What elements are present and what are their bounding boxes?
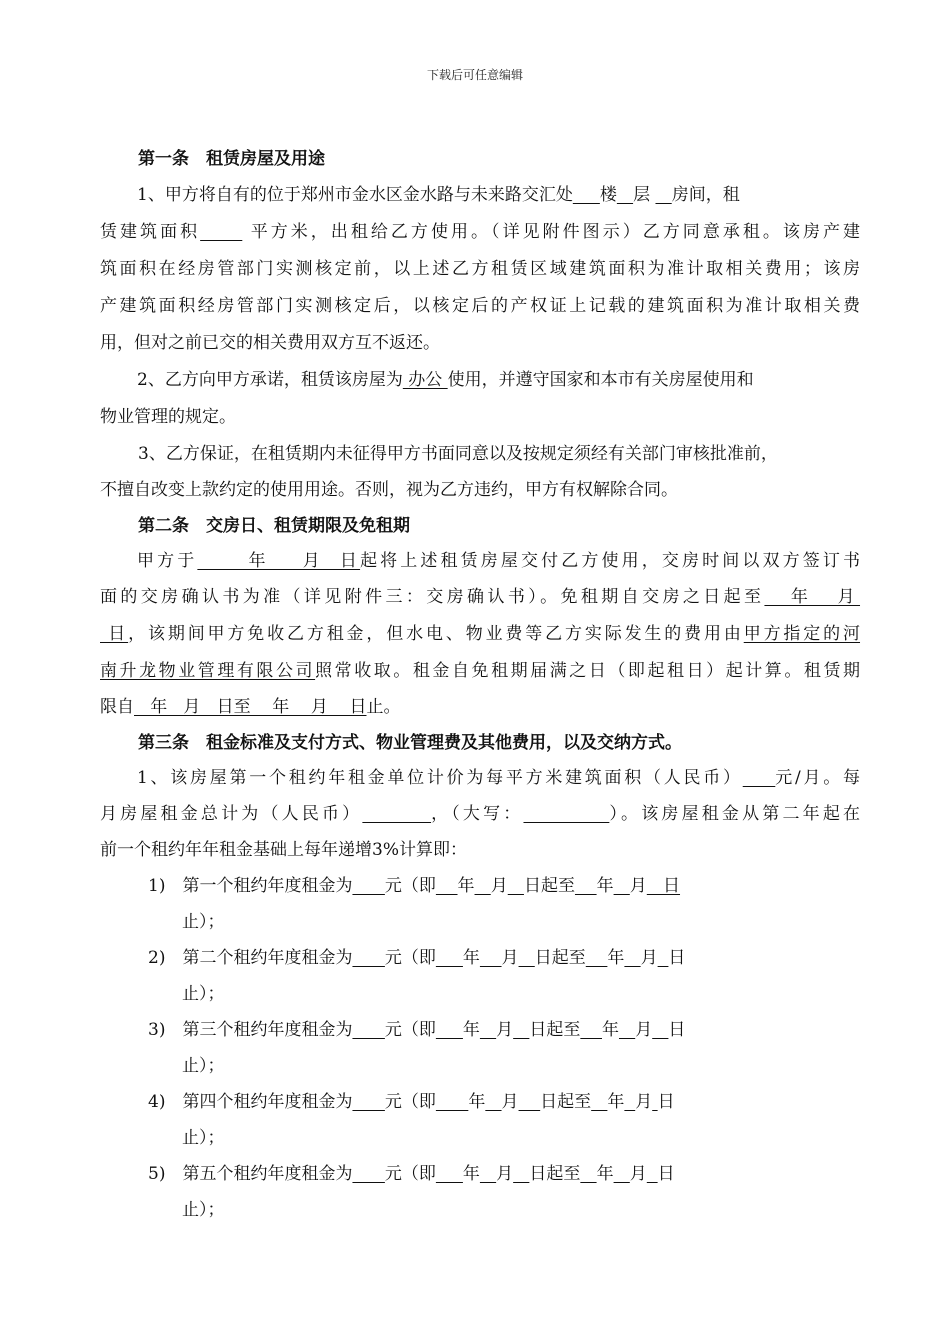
- fill-blank: [614, 1164, 630, 1184]
- text-segment: 止）；: [182, 984, 225, 1004]
- text-segment: 使用，并遵守国家和本市有关房屋使用和: [447, 370, 754, 390]
- text-segment: 止）；: [182, 1128, 225, 1148]
- text-segment: 前一个租约年年租金基础上每年递增3%计算即：: [100, 840, 467, 860]
- text-segment: 年: [468, 1092, 486, 1112]
- text-segment: 房间，租: [671, 185, 740, 205]
- text-segment: 止）；: [182, 1200, 225, 1220]
- fill-blank: [436, 1020, 463, 1040]
- page-header: 下载后可任意编辑: [426, 68, 523, 82]
- text-line: [100, 622, 860, 646]
- text-segment: 月: [635, 1092, 653, 1112]
- text-segment: 月: [629, 876, 647, 896]
- text-line: [148, 946, 860, 970]
- text-line: [182, 982, 860, 1006]
- fill-blank: [480, 948, 502, 968]
- text-segment: 第一条 租赁房屋及用途: [138, 149, 325, 169]
- text-segment: 日起至: [529, 1020, 581, 1040]
- text-line: [138, 514, 860, 538]
- fill-blank: 甲方指定的河: [743, 624, 861, 644]
- text-line: [138, 442, 860, 466]
- text-segment: 月房屋租金总计为（人民币）: [100, 804, 363, 824]
- text-segment: 年: [457, 876, 475, 896]
- fill-blank: [624, 948, 640, 968]
- text-segment: 起将上述租赁房屋交付乙方使用，交房时间以双方签订书: [360, 551, 860, 571]
- fill-blank: [475, 876, 491, 896]
- fill-blank: 年 月 日至 年 月 日: [134, 697, 367, 717]
- text-line: [148, 1018, 860, 1042]
- text-segment: 止）；: [182, 912, 225, 932]
- fill-blank: 办公: [402, 370, 448, 390]
- text-line: [100, 659, 860, 683]
- text-line: [100, 585, 860, 609]
- text-line: [182, 910, 860, 934]
- text-line: [137, 183, 860, 207]
- fill-blank: 年 月 日: [197, 551, 361, 571]
- fill-blank: [652, 1020, 668, 1040]
- text-segment: 平方米，出租给乙方使用。（详见附件图示）乙方同意承租。该房产建: [242, 222, 861, 242]
- fill-blank: [436, 876, 458, 896]
- text-segment: 日起至: [529, 1164, 581, 1184]
- text-line: [182, 1198, 860, 1222]
- fill-blank: [480, 1164, 496, 1184]
- text-segment: 月: [640, 948, 658, 968]
- text-segment: 元（即: [384, 876, 436, 896]
- text-segment: 元（即: [384, 1092, 436, 1112]
- fill-blank: [519, 1092, 541, 1112]
- text-segment: 止）；: [182, 1056, 225, 1076]
- fill-blank: [655, 185, 671, 205]
- text-segment: 元（即: [384, 948, 436, 968]
- text-line: [100, 257, 860, 281]
- text-segment: 日: [668, 1020, 686, 1040]
- fill-blank: [436, 948, 463, 968]
- fill-blank: [624, 1092, 635, 1112]
- fill-blank: [619, 1020, 635, 1040]
- text-line: [137, 368, 860, 392]
- text-segment: ，（大写：: [431, 804, 524, 824]
- text-line: [148, 1162, 860, 1186]
- text-segment: 4) 第四个租约年度租金为: [148, 1092, 353, 1112]
- fill-blank: [647, 1164, 658, 1184]
- text-line: [138, 731, 860, 755]
- fill-blank: [614, 876, 630, 896]
- text-segment: 赁建筑面积: [100, 222, 201, 242]
- text-segment: 用，但对之前已交的相关费用双方互不返还。: [100, 333, 440, 353]
- text-segment: 元（即: [384, 1164, 436, 1184]
- fill-blank: 日: [646, 876, 681, 896]
- text-segment: 年: [601, 1020, 619, 1040]
- text-segment: 第二条 交房日、租赁期限及免租期: [138, 516, 410, 536]
- fill-blank: [573, 185, 600, 205]
- fill-blank: 南升龙物业管理有限公司: [100, 661, 316, 681]
- fill-blank: [580, 1164, 596, 1184]
- text-line: [148, 1090, 860, 1114]
- text-line: [138, 147, 860, 171]
- text-segment: 月: [629, 1164, 647, 1184]
- text-segment: 照常收取。租金自免租期届满之日（即起租日）起计算。租赁期: [315, 661, 861, 681]
- text-segment: 年: [607, 1092, 625, 1112]
- fill-blank: [743, 768, 776, 788]
- text-segment: 元/月。每: [775, 768, 860, 788]
- fill-blank: [580, 1020, 602, 1040]
- fill-blank: [586, 948, 608, 968]
- text-segment: 年: [462, 1164, 480, 1184]
- text-line: [100, 802, 860, 826]
- text-line: [137, 766, 860, 790]
- fill-blank: [575, 876, 597, 896]
- text-segment: 月: [496, 1164, 514, 1184]
- fill-blank: [352, 1092, 384, 1112]
- text-line: [100, 294, 860, 318]
- text-segment: 日起至: [534, 948, 586, 968]
- text-line: [100, 695, 860, 719]
- fill-blank: [513, 1020, 529, 1040]
- text-segment: 限自: [100, 697, 134, 717]
- text-segment: 1、甲方将自有的位于郑州市金水区金水路与未来路交汇处: [137, 185, 573, 205]
- text-segment: 筑面积在经房管部门实测核定前，以上述乙方租赁区域建筑面积为准计取相关费用；该房: [100, 259, 860, 279]
- text-segment: 甲方于: [137, 551, 198, 571]
- text-segment: 日: [668, 948, 686, 968]
- fill-blank: [513, 1164, 529, 1184]
- text-segment: 元（即: [384, 1020, 436, 1040]
- text-line: [182, 1054, 860, 1078]
- text-segment: 楼: [599, 185, 617, 205]
- text-segment: 月: [501, 1092, 519, 1112]
- text-line: [137, 549, 860, 573]
- text-segment: 第三条 租金标准及支付方式、物业管理费及其他费用，以及交纳方式。: [138, 733, 682, 753]
- fill-blank: [352, 948, 384, 968]
- text-segment: 月: [496, 1020, 514, 1040]
- fill-blank: [480, 1020, 496, 1040]
- text-segment: 年: [596, 876, 614, 896]
- text-segment: 3) 第三个租约年度租金为: [148, 1020, 353, 1040]
- fill-blank: 日: [100, 624, 129, 644]
- text-segment: 年: [596, 1164, 614, 1184]
- text-segment: 月: [501, 948, 519, 968]
- text-segment: 层: [633, 185, 656, 205]
- text-segment: 日起至: [523, 876, 575, 896]
- fill-blank: [362, 804, 431, 824]
- text-segment: 年: [462, 948, 480, 968]
- text-segment: 产建筑面积经房管部门实测核定后，以核定后的产权证上记载的建筑面积为准计取相关费: [100, 296, 860, 316]
- text-segment: 2) 第二个租约年度租金为: [148, 948, 353, 968]
- text-segment: 3、乙方保证，在租赁期内未征得甲方书面同意以及按规定须经有关部门审核批准前，: [138, 444, 778, 464]
- fill-blank: 年 月: [764, 587, 861, 607]
- text-segment: 5) 第五个租约年度租金为: [148, 1164, 353, 1184]
- fill-blank: [591, 1092, 607, 1112]
- text-segment: ，该期间甲方免收乙方租金，但水电、物业费等乙方实际发生的费用由: [128, 624, 744, 644]
- text-segment: 月: [490, 876, 508, 896]
- text-segment: 年: [607, 948, 625, 968]
- text-line: [100, 405, 860, 429]
- fill-blank: [352, 876, 384, 896]
- fill-blank: [352, 1164, 384, 1184]
- text-line: [100, 838, 860, 862]
- fill-blank: [617, 185, 633, 205]
- fill-blank: [352, 1020, 384, 1040]
- text-segment: 面的交房确认书为准（详见附件三：交房确认书）。免租期自交房之日起至: [100, 587, 765, 607]
- fill-blank: [200, 222, 242, 242]
- text-segment: ）。该房屋租金从第二年起在: [609, 804, 861, 824]
- fill-blank: [519, 948, 535, 968]
- fill-blank: [485, 1092, 501, 1112]
- text-line: [100, 220, 860, 244]
- fill-blank: [508, 876, 524, 896]
- text-segment: 年: [462, 1020, 480, 1040]
- text-segment: 1) 第一个租约年度租金为: [148, 876, 353, 896]
- text-segment: 止。: [366, 697, 401, 717]
- fill-blank: [523, 804, 609, 824]
- text-segment: 物业管理的规定。: [100, 407, 236, 427]
- text-segment: 日: [657, 1164, 675, 1184]
- text-line: [100, 331, 860, 355]
- text-segment: 1、该房屋第一个租约年租金单位计价为每平方米建筑面积（人民币）: [137, 768, 743, 788]
- text-line: [148, 874, 860, 898]
- text-segment: 2、乙方向甲方承诺，租赁该房屋为: [137, 370, 403, 390]
- fill-blank: [436, 1092, 468, 1112]
- text-segment: 日: [657, 1092, 675, 1112]
- fill-blank: [436, 1164, 463, 1184]
- text-line: [182, 1126, 860, 1150]
- text-segment: 不擅自改变上款约定的使用用途。否则，视为乙方违约，甲方有权解除合同。: [100, 480, 678, 500]
- fill-blank: [658, 948, 669, 968]
- text-segment: 月: [635, 1020, 653, 1040]
- text-segment: 日起至: [540, 1092, 592, 1112]
- text-line: [100, 478, 860, 502]
